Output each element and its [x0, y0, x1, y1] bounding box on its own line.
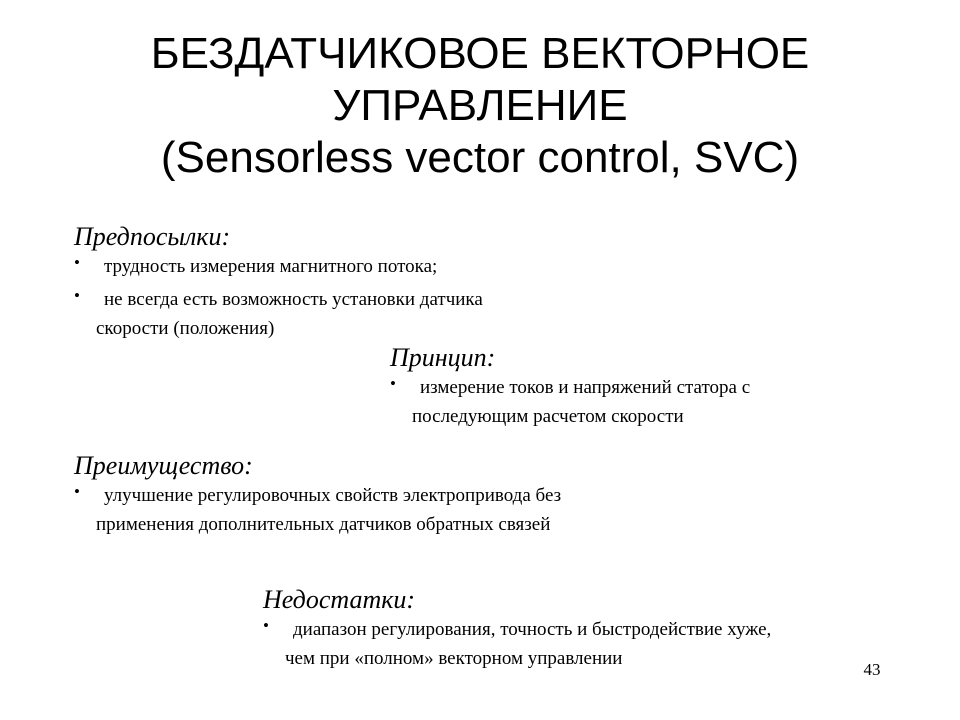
slide-title-line-1: БЕЗДАТЧИКОВОЕ ВЕКТОРНОЕ: [150, 29, 810, 78]
list-item-text: диапазон регулирования, точность и быстродействие хуже,: [293, 619, 772, 640]
principle-heading: Принцип:: [390, 343, 496, 372]
list-item: [390, 373, 890, 431]
drawbacks-section: [263, 585, 923, 673]
principle-list: [390, 373, 890, 431]
drawbacks-list: [263, 615, 923, 673]
list-item: [74, 252, 694, 281]
advantage-heading: Преимущество:: [74, 451, 253, 480]
bullet-icon: •: [263, 616, 269, 635]
advantage-list: [74, 481, 774, 539]
list-item: [74, 481, 774, 539]
slide-title-line-2: УПРАВЛЕНИЕ: [332, 81, 628, 130]
bullet-icon: •: [74, 286, 80, 305]
list-item-continuation: последующим расчетом скорости: [412, 406, 684, 427]
list-item-continuation: применения дополнительных датчиков обратных связей: [96, 514, 551, 535]
prerequisites-section: [74, 222, 694, 343]
slide-title: [0, 28, 960, 184]
bullet-icon: •: [74, 482, 80, 501]
bullet-icon: •: [74, 253, 80, 272]
drawbacks-heading: Недостатки:: [263, 585, 416, 614]
page-number: 43: [863, 660, 881, 679]
list-item-text: измерение токов и напряжений статора с: [420, 377, 751, 398]
advantage-section: [74, 451, 774, 539]
slide-title-line-3: (Sensorless vector control, SVC): [160, 133, 800, 182]
principle-section: [390, 343, 890, 431]
prerequisites-list: [74, 252, 694, 343]
list-item: [74, 285, 694, 343]
list-item-text: улучшение регулировочных свойств электропривода без: [104, 485, 562, 506]
list-item-continuation: скорости (положения): [96, 318, 275, 339]
list-item-text: трудность измерения магнитного потока;: [104, 256, 438, 277]
list-item-continuation: чем при «полном» векторном управлении: [285, 648, 623, 669]
prerequisites-heading: Предпосылки:: [74, 222, 231, 251]
bullet-icon: •: [390, 374, 396, 393]
list-item-text: не всегда есть возможность установки датчика: [104, 289, 483, 310]
list-item: [263, 615, 923, 673]
